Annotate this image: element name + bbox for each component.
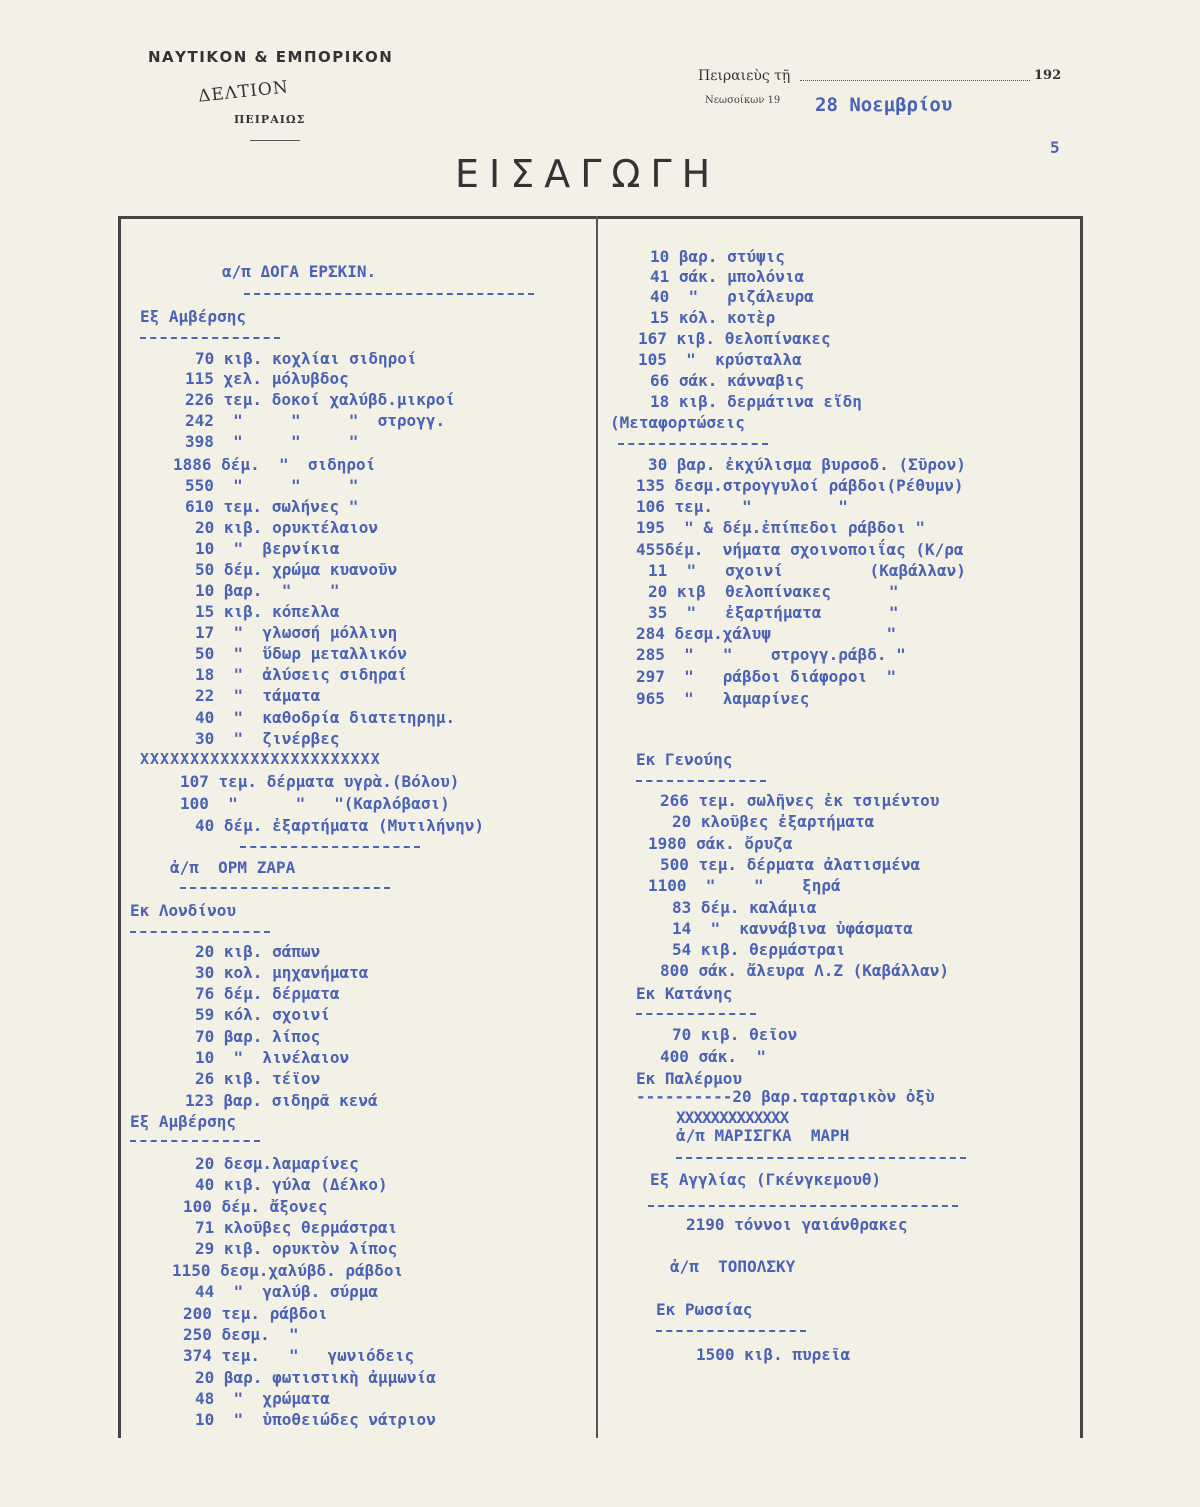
cargo-line: 1100 " " ξηρά [648, 876, 841, 895]
address-label: Νεωσοίκων 19 [705, 95, 781, 106]
heading-underline [244, 293, 534, 295]
heading-underline [676, 1157, 966, 1159]
origin-heading: Εξ Αμβέρσης [130, 1112, 236, 1131]
cargo-line: 40 κιβ. γύλα (Δέλκο) [195, 1175, 388, 1194]
cargo-line: 167 κιβ. θελοπίνακες [638, 329, 831, 348]
year-label: 192 [1034, 68, 1062, 83]
cargo-line: 54 κιβ. θερμάστραι [672, 940, 846, 959]
page-number: 5 [1050, 138, 1060, 157]
cargo-line: 135 δεσμ.στρογγυλοί ράβδοι(Ρέθυμν) [636, 476, 964, 495]
cargo-line: 48 " χρώματα [195, 1389, 330, 1408]
cargo-line: 242 " " " στρογγ. [185, 411, 446, 430]
page-title: ΕΙΣΑΓΩΓΗ [455, 152, 721, 196]
cargo-line: 83 δέμ. καλάμια [672, 898, 817, 917]
cargo-line: 40 δέμ. ἐξαρτήματα (Μυτιλήνην) [195, 816, 484, 835]
cargo-line: ----------20 βαρ.ταρταρικὸν ὀξὺ [636, 1087, 935, 1106]
cargo-line: 29 κιβ. ορυκτὸν λίπος [195, 1239, 398, 1258]
cargo-line: 10 βαρ. " " [195, 581, 340, 600]
cargo-line: 123 βαρ. σιδηρᾶ κενά [185, 1091, 378, 1110]
cargo-line: 20 κλοῦβες ἐξαρτήματα [672, 812, 875, 831]
cargo-line: 15 κόλ. κοτὲρ [650, 308, 776, 327]
origin-heading: Εξ Αγγλίας (Γκένγκεμουθ) [650, 1170, 882, 1189]
cargo-line: 70 βαρ. λίπος [195, 1027, 321, 1046]
origin-heading: Εκ Παλέρμου [636, 1069, 742, 1088]
cargo-line: 40 " καθοδρία διατετηρημ. [195, 708, 456, 727]
origin-underline [648, 1205, 958, 1207]
cargo-line: 800 σάκ. ἄλευρα Λ.Ζ (Καβάλλαν) [660, 961, 949, 980]
cargo-line: 30 " ζινέρβες [195, 729, 340, 748]
struck-out-line: XXXXXXXXXXXXX [676, 1108, 789, 1127]
cargo-line: 374 τεμ. " γωνιόδεις [183, 1346, 415, 1365]
cargo-line: 10 " λινέλαιον [195, 1048, 350, 1067]
ship-heading: ἀ/π ΟΡΜ ΖΑΡΑ [170, 858, 296, 877]
cargo-line: 2190 τόννοι γαιάνθρακες [686, 1215, 908, 1234]
origin-underline [636, 1013, 756, 1015]
origin-underline [656, 1330, 806, 1332]
cargo-line: 59 κόλ. σχοινί [195, 1005, 330, 1024]
ship-heading: ἀ/π ΤΟΠΟΛΣΚΥ [670, 1257, 796, 1276]
section-separator [240, 846, 420, 848]
origin-heading: Εξ Αμβέρσης [140, 307, 246, 326]
cargo-line: 284 δεσμ.χάλυψ " [636, 624, 897, 643]
cargo-line: 71 κλοῦβες θερμάστραι [195, 1218, 398, 1237]
cargo-line: 500 τεμ. δέρματα ἀλατισμένα [660, 855, 921, 874]
cargo-line: 44 " γαλύβ. σύρμα [195, 1282, 379, 1301]
cargo-line: 30 κολ. μηχανήματα [195, 963, 369, 982]
cargo-line: 398 " " " [185, 432, 359, 451]
transshipment-heading: (Μεταφορτώσεις [610, 413, 745, 432]
cargo-line: 100 δέμ. ἄξονες [183, 1197, 328, 1216]
cargo-line: 115 χελ. μόλυβδος [185, 369, 349, 388]
cargo-line: 30 βαρ. ἐκχύλισμα βυρσοδ. (Σῦρον) [648, 455, 966, 474]
column-divider [596, 216, 598, 1438]
cargo-line: 50 " ὕδωρ μεταλλικόν [195, 644, 407, 663]
frame-right-border [1080, 216, 1083, 1438]
publisher-name: ΝΑΥΤΙΚΟΝ & ΕΜΠΟΡΙΚΟΝ [148, 48, 394, 66]
ship-heading: ἀ/π ΜΑΡΙΣΓΚΑ ΜΑΡΗ [676, 1126, 850, 1145]
origin-heading: Εκ Λονδίνου [130, 901, 236, 920]
logo-text: ΔΕΛΤΙΟΝ [197, 77, 290, 107]
cargo-line: 297 " ράβδοι διάφοροι " [636, 667, 897, 686]
cargo-line: 20 κιβ. σάπων [195, 942, 321, 961]
cargo-line: 266 τεμ. σωλῆνες ἐκ τσιμέντου [660, 791, 940, 810]
cargo-line: 100 " " "(Καρλόβασι) [180, 794, 450, 813]
cargo-line: 226 τεμ. δοκοί χαλύβδ.μικροί [185, 390, 455, 409]
cargo-line: 66 σάκ. κάνναβις [650, 371, 805, 390]
cargo-line: 70 κιβ. κοχλίαι σιδηροί [195, 349, 417, 368]
cargo-line: 20 δεσμ.λαμαρίνες [195, 1154, 359, 1173]
cargo-line: 76 δέμ. δέρματα [195, 984, 340, 1003]
origin-heading: Εκ Κατάνης [636, 984, 733, 1003]
origin-underline [140, 337, 280, 339]
cargo-line: 20 κιβ θελοπίνακες " [648, 582, 899, 601]
heading-underline [180, 887, 390, 889]
place-label: Πειραιεὺς τῇ [698, 68, 791, 84]
cargo-line: 14 " καννάβινα ὑφάσματα [672, 919, 913, 938]
cargo-line: 50 δέμ. χρώμα κυανοῦν [195, 560, 398, 579]
origin-underline [130, 931, 270, 933]
ship-heading: α/π ΔΟΓΑ ΕΡΣΚΙΝ. [222, 262, 377, 281]
cargo-line: 26 κιβ. τέϊον [195, 1069, 321, 1088]
frame-left-border [118, 216, 121, 1438]
cargo-line: 18 " ἀλύσεις σιδηραί [195, 665, 407, 684]
cargo-line: 285 " " στρογγ.ράβδ. " [636, 645, 906, 664]
header-divider [250, 140, 300, 141]
cargo-line: 10 " βερνίκια [195, 539, 340, 558]
date-dotted-line [800, 80, 1030, 81]
cargo-line: 250 δεσμ. " [183, 1325, 299, 1344]
frame-top-border [118, 216, 1083, 219]
cargo-line: 18 κιβ. δερμάτινα εἴδη [650, 392, 862, 411]
cargo-line: 195 " & δέμ.ἐπίπεδοι ράβδοι " [636, 518, 925, 537]
cargo-line: 10 βαρ. στύψις [650, 247, 785, 266]
cargo-line: 550 " " " [185, 476, 359, 495]
cargo-line: 1886 δέμ. " σιδηροί [173, 455, 376, 474]
cargo-line: 40 " ριζάλευρα [650, 287, 814, 306]
cargo-line: 1150 δεσμ.χαλύβδ. ράβδοι [172, 1261, 404, 1280]
cargo-line: 22 " τάματα [195, 686, 321, 705]
origin-underline [636, 780, 766, 782]
cargo-line: 20 κιβ. ορυκτέλαιον [195, 518, 379, 537]
cargo-line: 10 " ὑποθειώδες νάτριον [195, 1410, 436, 1429]
cargo-line: 20 βαρ. φωτιστικὴ ἀμμωνία [195, 1368, 436, 1387]
cargo-line: 1500 κιβ. πυρεῖα [696, 1345, 851, 1364]
origin-heading: Εκ Γενούης [636, 750, 733, 769]
cargo-line: 70 κιβ. θεῖον [672, 1025, 798, 1044]
cargo-line: 106 τεμ. " " [636, 497, 848, 516]
cargo-line: 35 " ἐξαρτήματα " [648, 603, 899, 622]
cargo-line: 105 " κρύσταλλα [638, 350, 802, 369]
cargo-line: 400 σάκ. " [660, 1047, 766, 1066]
origin-heading: Εκ Ρωσσίας [656, 1300, 753, 1319]
typed-date: 28 Νοεμβρίου [815, 94, 953, 116]
cargo-line: 455δέμ. νήματα σχοινοποιΐας (Κ/ρα [636, 540, 964, 559]
struck-out-line: XXXXXXXXXXXXXXXXXXXXXXXX [140, 750, 381, 768]
logo-city: ΠΕΙΡΑΙΩΣ [234, 113, 306, 126]
heading-underline [618, 443, 768, 445]
cargo-line: 15 κιβ. κόπελλα [195, 602, 340, 621]
cargo-line: 965 " λαμαρίνες [636, 689, 810, 708]
cargo-line: 1980 σάκ. ὄρυζα [648, 834, 793, 853]
cargo-line: 200 τεμ. ράβδοι [183, 1304, 328, 1323]
cargo-line: 41 σάκ. μπολόνια [650, 267, 805, 286]
cargo-line: 17 " γλωσσή μόλλινη [195, 623, 398, 642]
cargo-line: 11 " σχοινί (Καβάλλαν) [648, 561, 966, 580]
cargo-line: 107 τεμ. δέρματα υγρὰ.(Βόλου) [180, 772, 460, 791]
cargo-line: 610 τεμ. σωλήνες " [185, 497, 359, 516]
origin-underline [130, 1140, 260, 1142]
